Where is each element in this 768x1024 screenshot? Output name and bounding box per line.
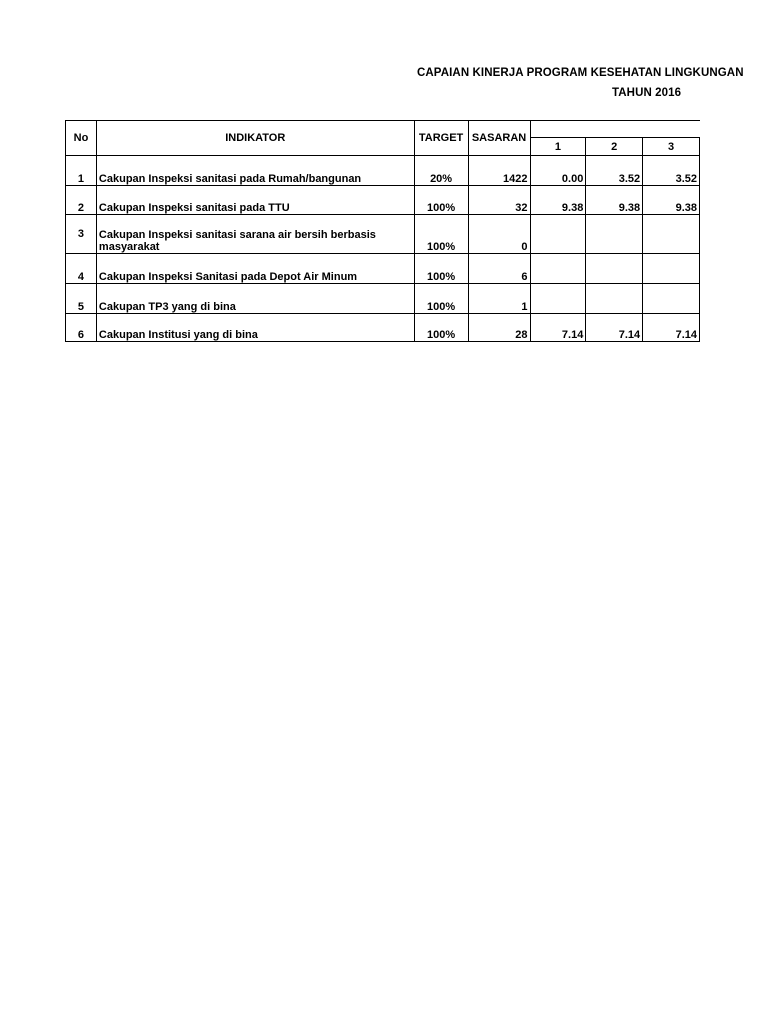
header-month-2: 2 bbox=[586, 138, 643, 156]
table-row bbox=[66, 186, 700, 215]
row-target: 100% bbox=[414, 186, 468, 215]
header-month-1: 1 bbox=[530, 138, 586, 156]
header-indikator: INDIKATOR bbox=[96, 121, 414, 156]
row-month-2: 9.38 bbox=[586, 186, 643, 215]
row-month-1 bbox=[530, 284, 586, 314]
row-indikator: Cakupan Inspeksi sanitasi pada TTU bbox=[96, 186, 414, 215]
table-row bbox=[66, 284, 700, 314]
row-no: 1 bbox=[66, 156, 97, 186]
row-no: 4 bbox=[66, 254, 97, 284]
row-month-2: 7.14 bbox=[586, 314, 643, 342]
indicator-table bbox=[65, 120, 700, 342]
indicator-table-viewport bbox=[65, 120, 700, 341]
row-indikator: Cakupan Inspeksi Sanitasi pada Depot Air Minum bbox=[96, 254, 414, 284]
row-sasaran: 28 bbox=[468, 314, 530, 342]
header-month-3: 3 bbox=[643, 138, 700, 156]
report-title: CAPAIAN KINERJA PROGRAM KESEHATAN LINGKUNGAN bbox=[417, 67, 744, 79]
header-target: TARGET bbox=[414, 121, 468, 156]
row-target: 100% bbox=[414, 314, 468, 342]
row-month-3 bbox=[643, 284, 700, 314]
row-target: 100% bbox=[414, 215, 468, 254]
table-row bbox=[66, 314, 700, 342]
row-sasaran: 6 bbox=[468, 254, 530, 284]
row-no: 2 bbox=[66, 186, 97, 215]
row-indikator: Cakupan Inspeksi sanitasi sarana air bersih berbasis masyarakat bbox=[96, 215, 414, 254]
row-target: 100% bbox=[414, 254, 468, 284]
table-row bbox=[66, 156, 700, 186]
row-no: 6 bbox=[66, 314, 97, 342]
row-month-2: 3.52 bbox=[586, 156, 643, 186]
row-sasaran: 1 bbox=[468, 284, 530, 314]
header-sasaran: SASARAN bbox=[468, 121, 530, 156]
header-no: No bbox=[66, 121, 97, 156]
row-month-1 bbox=[530, 254, 586, 284]
row-month-2 bbox=[586, 215, 643, 254]
row-month-3 bbox=[643, 254, 700, 284]
row-sasaran: 0 bbox=[468, 215, 530, 254]
report-year: TAHUN 2016 bbox=[612, 87, 682, 99]
row-month-3 bbox=[643, 215, 700, 254]
row-month-1: 0.00 bbox=[530, 156, 586, 186]
row-indikator: Cakupan Inspeksi sanitasi pada Rumah/bangunan bbox=[96, 156, 414, 186]
row-month-1 bbox=[530, 215, 586, 254]
row-indikator: Cakupan TP3 yang di bina bbox=[96, 284, 414, 314]
row-indikator: Cakupan Institusi yang di bina bbox=[96, 314, 414, 342]
row-no: 5 bbox=[66, 284, 97, 314]
table-header-row bbox=[66, 121, 700, 138]
row-month-1: 9.38 bbox=[530, 186, 586, 215]
row-target: 20% bbox=[414, 156, 468, 186]
row-no: 3 bbox=[66, 215, 97, 254]
row-sasaran: 32 bbox=[468, 186, 530, 215]
row-month-2 bbox=[586, 284, 643, 314]
row-month-3: 7.14 bbox=[643, 314, 700, 342]
row-target: 100% bbox=[414, 284, 468, 314]
table-row bbox=[66, 215, 700, 254]
header-month-group bbox=[530, 121, 699, 138]
table-row bbox=[66, 254, 700, 284]
row-month-3: 3.52 bbox=[643, 156, 700, 186]
row-month-2 bbox=[586, 254, 643, 284]
row-month-3: 9.38 bbox=[643, 186, 700, 215]
row-sasaran: 1422 bbox=[468, 156, 530, 186]
row-month-1: 7.14 bbox=[530, 314, 586, 342]
